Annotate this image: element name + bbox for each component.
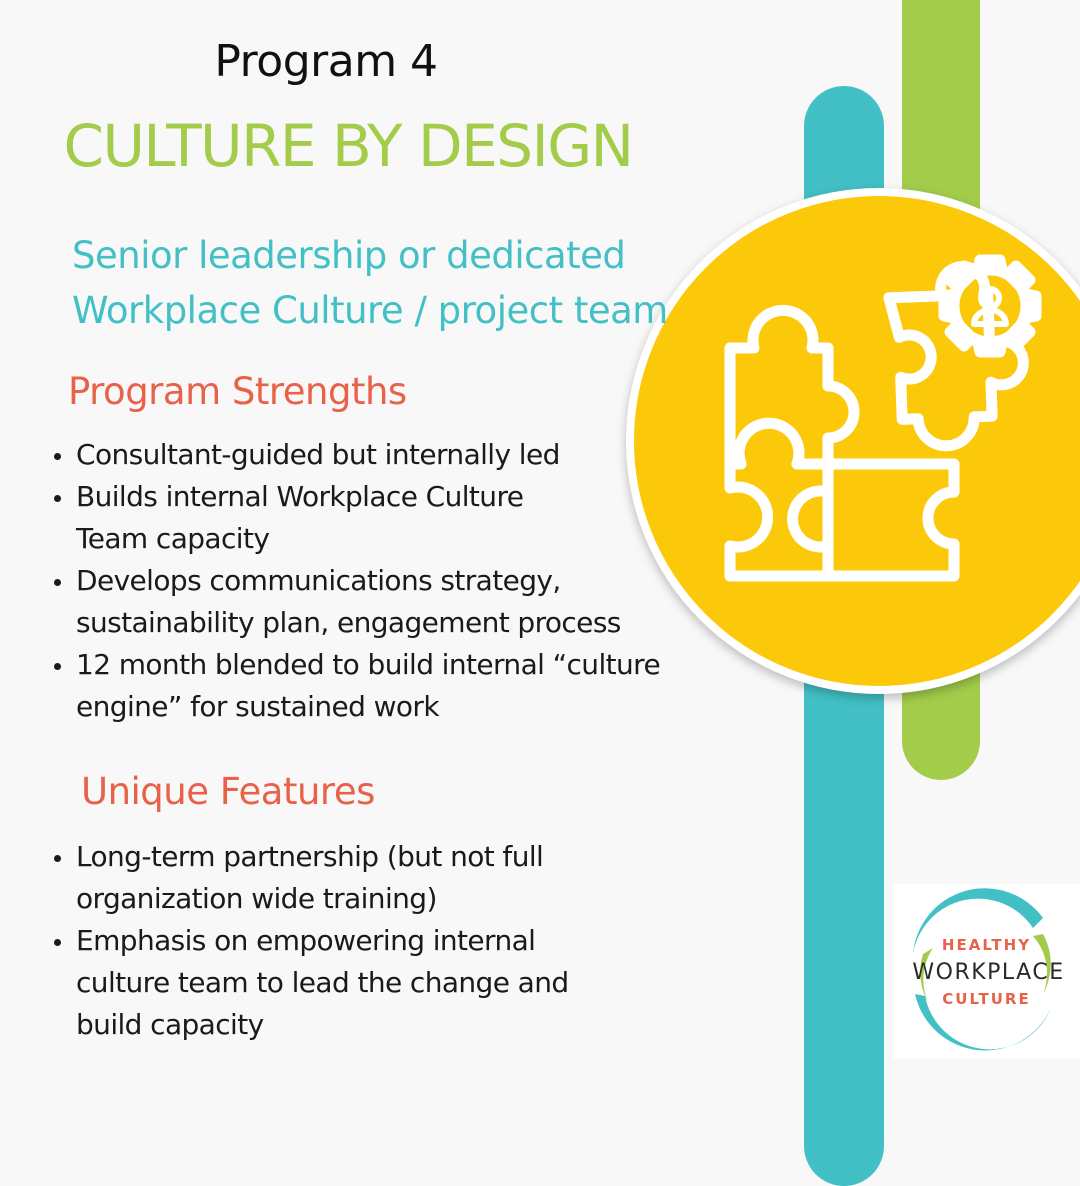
puzzle-gear-person-icon [634,196,1080,686]
logo-text-culture: CULTURE [942,990,1031,1008]
list-item: Builds internal Workplace Culture Team capacity [51,476,586,560]
audience-line-1: Senior leadership or dedicated [72,234,626,277]
audience-line-2: Workplace Culture / project team [72,289,668,332]
audience-description [72,228,672,338]
list-item: Long-term partnership (but not full organization wide training) [51,836,546,920]
strengths-heading: Program Strengths [68,370,407,413]
strengths-list [51,434,661,728]
icon-circle [626,188,1080,694]
features-list [51,836,651,1046]
page-title: CULTURE BY DESIGN [63,112,633,180]
features-heading: Unique Features [81,770,375,813]
list-item: Consultant-guided but internally led [51,434,651,476]
list-item: Emphasis on empowering internal culture team to lead the change and build capacity [51,920,621,1046]
program-number: Program 4 [214,36,438,87]
logo-text-healthy: HEALTHY [941,936,1032,954]
healthy-workplace-culture-logo [893,884,1080,1058]
list-item: 12 month blended to build internal “culture engine” for sustained work [51,644,676,728]
list-item: Develops communications strategy, sustainability plan, engagement process [51,560,621,644]
logo-text-workplace: WORKPLACE [912,960,1065,985]
